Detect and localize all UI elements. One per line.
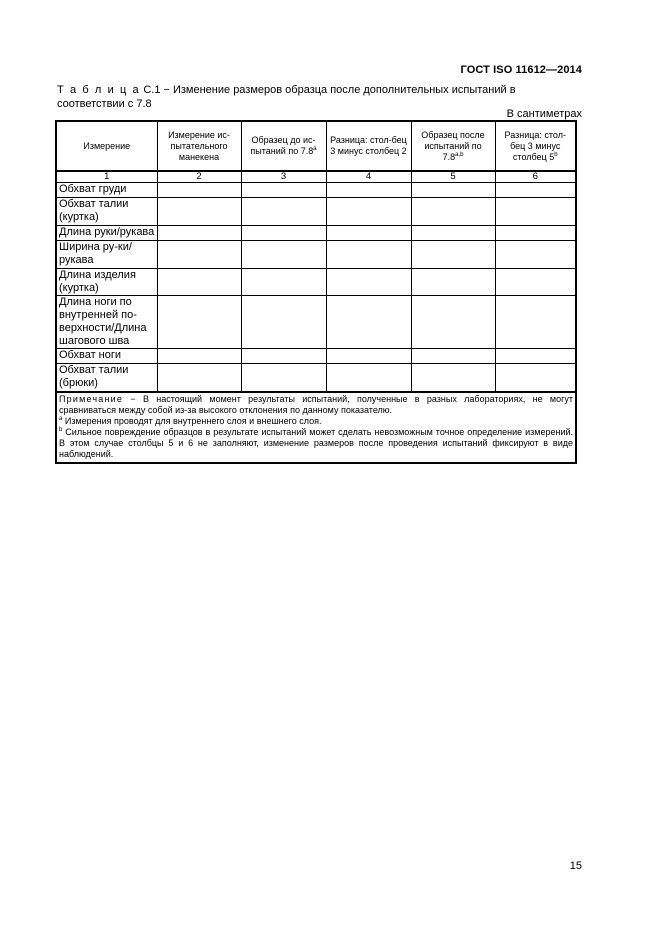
table-row: [56, 226, 576, 241]
table-cell: [241, 296, 326, 349]
table-cell: [241, 198, 326, 226]
table-cell: [241, 241, 326, 269]
table-cell: [495, 198, 576, 226]
column-number: 3: [241, 171, 326, 183]
table-cell: [241, 349, 326, 364]
header-diff-3-2: Разница: стол-бец 3 минус столбец 2: [326, 121, 411, 171]
row-label: Длина изделия (куртка): [56, 269, 157, 296]
caption-prefix: Т а б л и ц а: [57, 84, 141, 96]
table-cell: [411, 349, 495, 364]
measurement-table: [55, 120, 577, 464]
table-cell: [157, 198, 241, 226]
table-caption: [57, 83, 585, 111]
table-cell: [411, 241, 495, 269]
table-cell: [326, 226, 411, 241]
page-number: 15: [569, 860, 582, 872]
column-number: 1: [56, 171, 157, 183]
table-row: [56, 296, 576, 349]
table-cell: [495, 269, 576, 296]
units-label: В сантиметрах: [506, 108, 582, 120]
footnote-a: $^a$ Измерения проводят для внутреннего слоя и внешнего слоя.: [59, 415, 322, 426]
table-cell: [241, 364, 326, 392]
column-number: 6: [495, 171, 576, 183]
note-row: [56, 392, 576, 463]
table-cell: [411, 198, 495, 226]
footnote-mark: b: [554, 151, 558, 158]
table-cell: [495, 296, 576, 349]
document-code: ГОСТ ISO 11612—2014: [460, 64, 582, 76]
table-cell: [411, 364, 495, 392]
table-cell: [495, 226, 576, 241]
row-label: Ширина ру-ки/рукава: [56, 241, 157, 269]
note-main: Примечание − В настоящий момент результаты испытаний, полученные в разных лабораториях, не могут сравниваться между собой из-за высокого отклонения по данному показателю.: [59, 393, 573, 415]
table-cell: [326, 296, 411, 349]
table-cell: [241, 183, 326, 198]
table-cell: [326, 364, 411, 392]
table-cell: [411, 296, 495, 349]
header-mannequin: Измерение ис-пытательного манекена: [157, 121, 241, 171]
table-cell: [326, 241, 411, 269]
column-number: 2: [157, 171, 241, 183]
table-cell: [157, 183, 241, 198]
table-row: [56, 349, 576, 364]
table-cell: [495, 364, 576, 392]
header-sample-before: Образец до ис-пытаний по 7.8$^a$: [241, 121, 326, 171]
table-cell: [157, 349, 241, 364]
table-cell: [411, 226, 495, 241]
row-label: Обхват ноги: [56, 349, 157, 364]
column-number: 5: [411, 171, 495, 183]
row-label: Обхват талии (куртка): [56, 198, 157, 226]
footnote-mark: a: [313, 146, 317, 152]
caption-text: С.1 − Изменение размеров образца после дополнительных испытаний в соответствии с 7.8: [57, 84, 516, 110]
header-measurement: Измерение: [56, 121, 157, 171]
table-cell: [241, 226, 326, 241]
table-cell: [157, 296, 241, 349]
table-row: [56, 364, 576, 392]
table-cell: [495, 183, 576, 198]
footnote-b: $^b$ Сильное повреждение образцов в результате испытаний может сделать невозможным точное определение измерений. В этом случае столбцы 5 и 6 не заполняют, изменение размеров после проведения испытаний фиксируют в виде наблюдений.: [59, 426, 573, 459]
table-note: [56, 392, 576, 463]
table-cell: [495, 349, 576, 364]
header-sample-after: Образец после испытаний по 7.8$^{a,b}$: [411, 121, 495, 171]
table-cell: [326, 269, 411, 296]
table-cell: [411, 183, 495, 198]
row-label: Обхват талии (брюки): [56, 364, 157, 392]
row-label: Длина руки/рукава: [56, 226, 157, 241]
header-row: [56, 121, 576, 171]
table-cell: [326, 349, 411, 364]
table-cell: [411, 269, 495, 296]
header-diff-3-5: Разница: стол-бец 3 минус столбец 5$^b$: [495, 121, 576, 171]
footnote-mark: a,b: [455, 151, 464, 158]
table-cell: [157, 226, 241, 241]
row-label: Длина ноги по внутренней по-верхности/Длина шагового шва: [56, 296, 157, 349]
column-number: 4: [326, 171, 411, 183]
table-cell: [157, 269, 241, 296]
table-cell: [326, 183, 411, 198]
table-row: [56, 183, 576, 198]
row-label: Обхват груди: [56, 183, 157, 198]
table-row: [56, 198, 576, 226]
table-cell: [241, 269, 326, 296]
note-prefix: Примечание: [59, 393, 124, 404]
table-cell: [157, 241, 241, 269]
table-cell: [157, 364, 241, 392]
column-number-row: [56, 171, 576, 183]
table-cell: [495, 241, 576, 269]
table-row: [56, 241, 576, 269]
table-cell: [326, 198, 411, 226]
table-row: [56, 269, 576, 296]
